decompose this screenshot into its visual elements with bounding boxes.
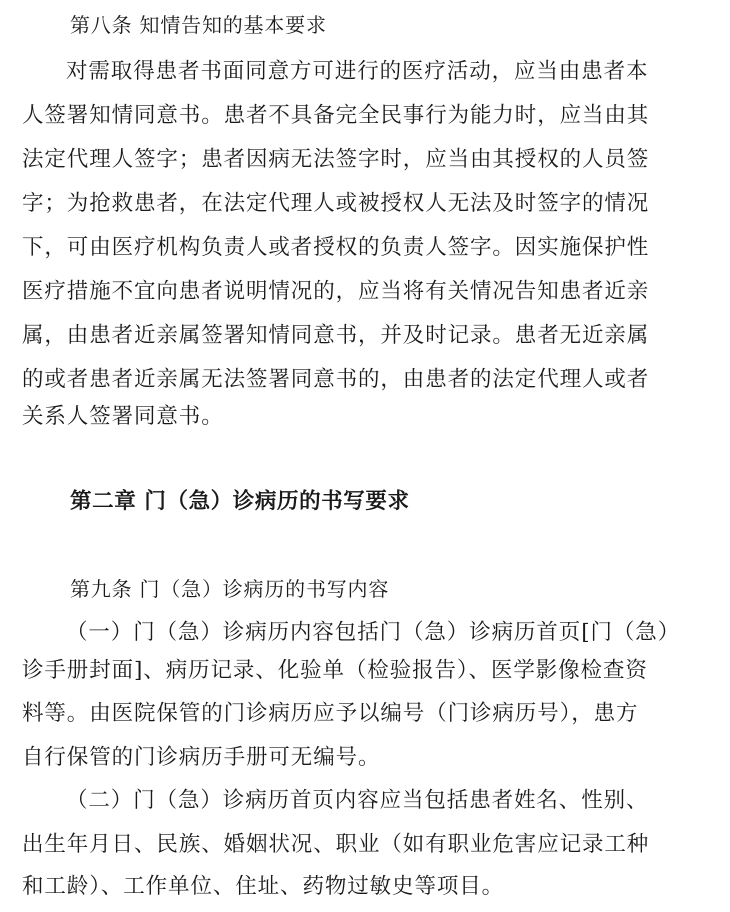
article-8-line-9: 关系人签署同意书。 [22,404,224,429]
article-9-title: 第九条 门（急）诊病历的书写内容 [70,577,390,601]
article-8-line-8: 的或者患者近亲属无法签署同意书的，由患者的法定代理人或者 [22,367,650,392]
article-8-line-5: 下，可由医疗机构负责人或者授权的负责人签字。因实施保护性 [22,235,650,260]
article-8-title: 第八条 知情告知的基本要求 [70,13,327,37]
article-8-line-7: 属，由患者近亲属签署知情同意书，并及时记录。患者无近亲属 [22,323,650,348]
article-9-item-1-line-3: 料等。由医院保管的门诊病历应予以编号（门诊病历号），患方 [22,701,639,726]
article-9-item-2-line-2: 出生年月日、民族、婚姻状况、职业（如有职业危害应记录工种 [22,832,650,857]
chapter-2-title: 第二章 门（急）诊病历的书写要求 [70,489,410,514]
article-9-item-1-line-4: 自行保管的门诊病历手册可无编号。 [22,745,381,770]
article-8-line-6: 医疗措施不宜向患者说明情况的，应当将有关情况告知患者近亲 [22,279,650,304]
article-8-line-3: 法定代理人签字；患者因病无法签字时，应当由其授权的人员签 [22,147,650,172]
article-9-item-2-line-1: （二）门（急）诊病历首页内容应当包括患者姓名、性别、 [66,788,649,813]
article-9-item-1-line-2: 诊手册封面]、病历记录、化验单（检验报告）、医学影像检查资 [22,658,648,683]
article-8-line-2: 人签署知情同意书。患者不具备完全民事行为能力时，应当由其 [22,103,650,128]
article-8-line-1: 对需取得患者书面同意方可进行的医疗活动，应当由患者本 [66,59,649,84]
article-9-item-1-line-1: （一）门（急）诊病历内容包括门（急）诊病历首页[门（急） [66,620,681,645]
article-8-line-4: 字；为抢救患者，在法定代理人或被授权人无法及时签字的情况 [22,191,650,216]
article-9-item-2-line-3: 和工龄）、工作单位、住址、药物过敏史等项目。 [22,874,505,899]
